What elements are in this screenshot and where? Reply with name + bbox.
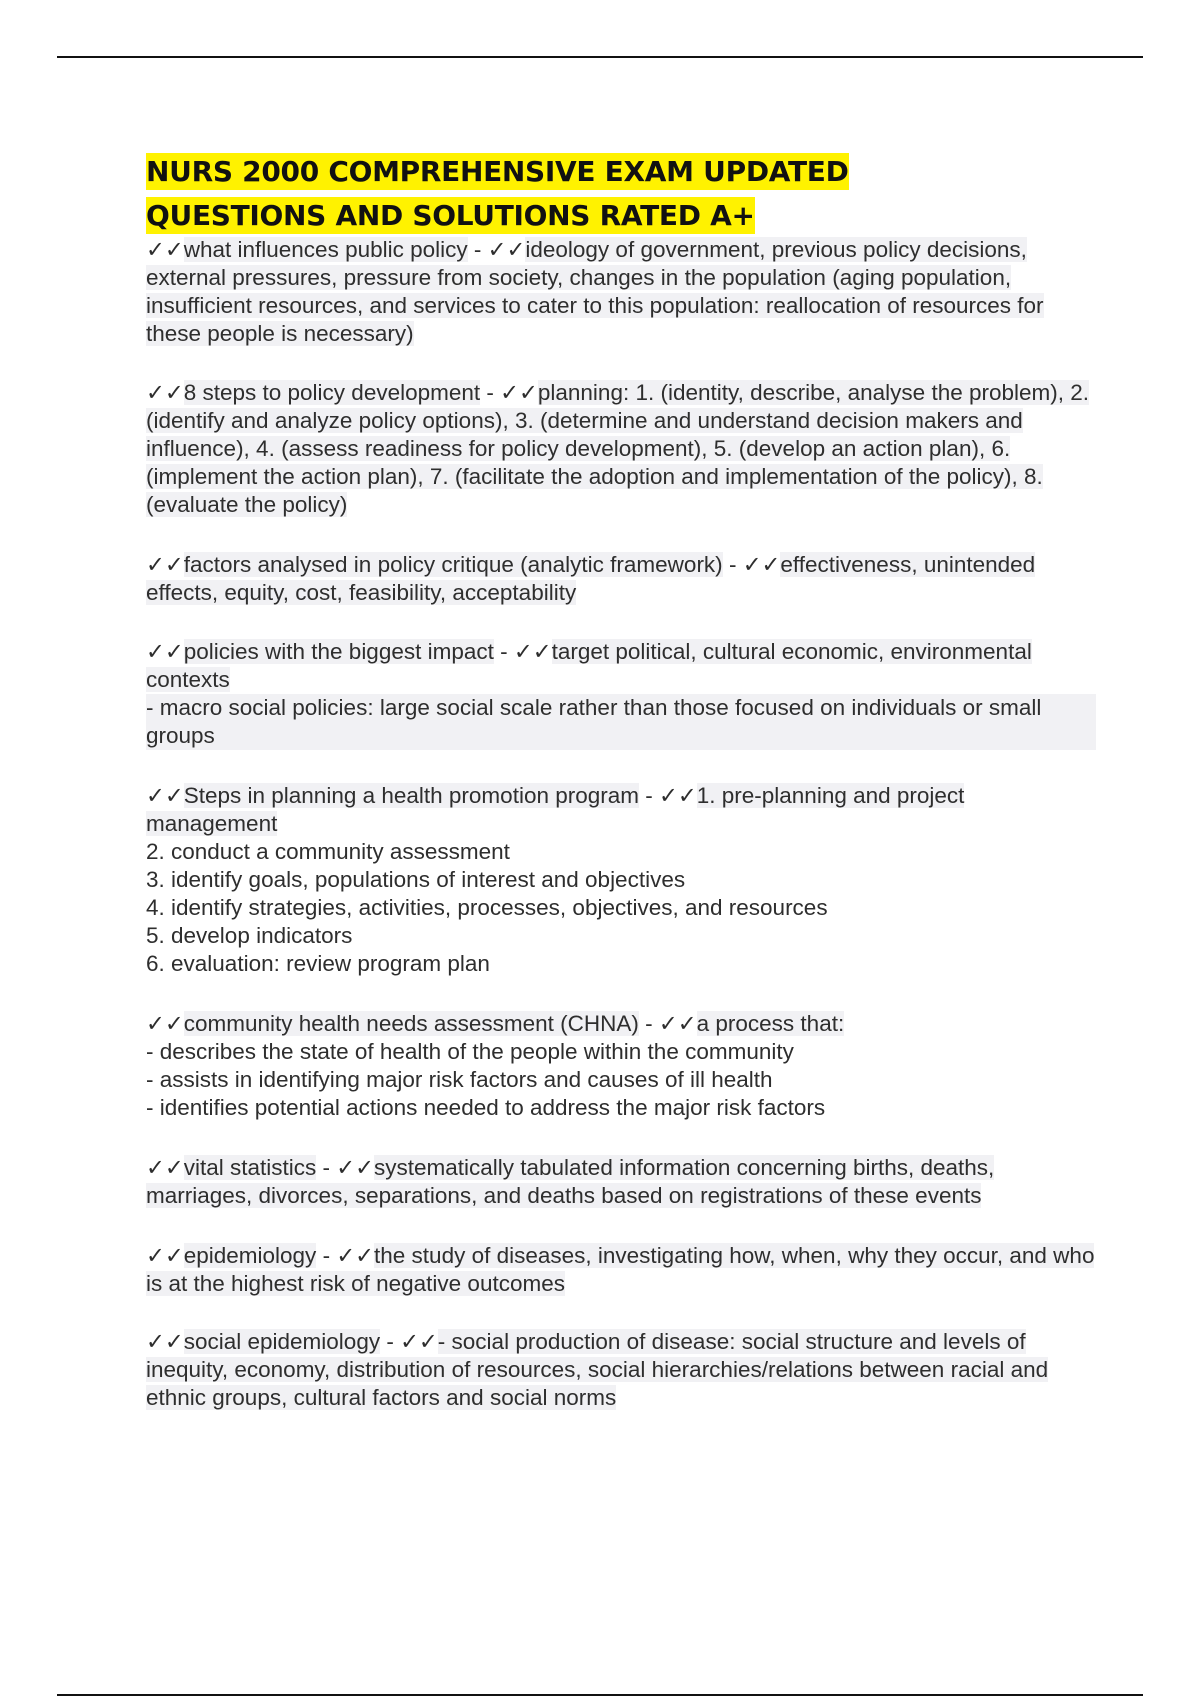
answer-line: - identifies potential actions needed to address the major risk factors: [146, 1095, 826, 1120]
check-marks: ✓✓: [146, 237, 184, 262]
check-marks: ✓✓: [146, 639, 184, 664]
question-text: epidemiology: [183, 1243, 317, 1268]
answer-text: ideology of government, previous policy decisions, external pressures, pressure from society, changes in the population (aging population, insufficient resources, and services to cater to this population: reallocation of resources for these people is necessary): [146, 237, 1044, 346]
question-text: community health needs assessment (CHNA): [183, 1011, 639, 1036]
check-marks: ✓✓: [336, 1155, 374, 1180]
check-marks: ✓✓: [146, 380, 184, 405]
question-text: vital statistics: [183, 1155, 317, 1180]
answer-line: 6. evaluation: review program plan: [146, 951, 490, 976]
answer-text: a process that:: [696, 1011, 845, 1036]
title-line-2: QUESTIONS AND SOLUTIONS RATED A+: [146, 199, 755, 232]
check-marks: ✓✓: [400, 1329, 438, 1354]
answer-line: - macro social policies: large social scale rather than those focused on individuals or small groups: [146, 694, 1096, 750]
bottom-rule: [57, 1694, 1143, 1696]
qa-item: ✓✓Steps in planning a health promotion program - ✓✓1. pre-planning and project management 2. conduct a community assessment 3. identify goals, populations of interest and objectives 4. identify strategies, activities, processes, objectives, and resources 5. develop indicators 6. evaluation: review program plan: [146, 782, 1096, 978]
answer-line: - describes the state of health of the people within the community: [146, 1039, 794, 1064]
check-marks: ✓✓: [146, 1011, 184, 1036]
answer-text: target political, cultural economic, environmental contexts: [146, 639, 1032, 692]
question-text: Steps in planning a health promotion program: [183, 783, 640, 808]
question-text: factors analysed in policy critique (analytic framework): [183, 552, 723, 577]
answer-text: 1. pre-planning and project management: [146, 783, 965, 836]
answer-text: planning: 1. (identity, describe, analyse the problem), 2. (identify and analyze policy options), 3. (determine and understand decision makers and influence), 4. (assess readiness for policy development), 5. (develop an action plan), 6. (implement the action plan), 7. (facilitate the adoption and implementation of the policy), 8. (evaluate the policy): [146, 380, 1090, 517]
qa-item: ✓✓epidemiology - ✓✓the study of diseases, investigating how, when, why they occur, and who is at the highest risk of negative outcomes: [146, 1243, 1095, 1296]
answer-line: 3. identify goals, populations of interest and objectives: [146, 867, 686, 892]
qa-item: ✓✓8 steps to policy development - ✓✓planning: 1. (identity, describe, analyse the problem), 2. (identify and analyze policy options), 3. (determine and understand decision makers and influence), 4. (assess readiness for policy development), 5. (develop an action plan), 6. (implement the action plan), 7. (facilitate the adoption and implementation of the policy), 8. (evaluate the policy): [146, 380, 1090, 517]
qa-item: ✓✓vital statistics - ✓✓systematically tabulated information concerning births, deaths, marriages, divorces, separations, and deaths based on registrations of these events: [146, 1155, 995, 1208]
answer-text: systematically tabulated information concerning births, deaths, marriages, divorces, separations, and deaths based on registrations of these events: [146, 1155, 995, 1208]
answer-text: the study of diseases, investigating how, when, why they occur, and who is at the highest risk of negative outcomes: [146, 1243, 1095, 1296]
question-text: social epidemiology: [183, 1329, 381, 1354]
question-text: 8 steps to policy development: [183, 380, 481, 405]
check-marks: ✓✓: [146, 1329, 184, 1354]
check-marks: ✓✓: [146, 1155, 184, 1180]
document-title: [146, 150, 849, 238]
qa-item: ✓✓social epidemiology - ✓✓- social production of disease: social structure and levels of inequity, economy, distribution of resources, social hierarchies/relations between racial and ethnic groups, cultural factors and social norms: [146, 1329, 1049, 1410]
check-marks: ✓✓: [513, 639, 552, 664]
answer-line: 2. conduct a community assessment: [146, 839, 510, 864]
check-marks: ✓✓: [146, 1243, 184, 1268]
qa-item: ✓✓policies with the biggest impact - ✓✓target political, cultural economic, environmental contexts - macro social policies: large social scale rather than those focused on individuals or small groups: [146, 638, 1096, 750]
answer-line: 5. develop indicators: [146, 923, 353, 948]
question-text: what influences public policy: [183, 237, 468, 262]
check-marks: ✓✓: [336, 1243, 375, 1268]
check-marks: ✓✓: [500, 380, 538, 405]
check-marks: ✓✓: [742, 552, 781, 577]
answer-line: - assists in identifying major risk factors and causes of ill health: [146, 1067, 773, 1092]
question-text: policies with the biggest impact: [183, 639, 494, 664]
answer-text: effectiveness, unintended effects, equity, cost, feasibility, acceptability: [146, 552, 1036, 605]
qa-item: ✓✓community health needs assessment (CHNA) - ✓✓a process that: - describes the state of health of the people within the community - assists in identifying major risk factors and causes of ill health - identifies potential actions needed to address the major risk factors: [146, 1010, 1096, 1122]
answer-text: - social production of disease: social structure and levels of inequity, economy, distribution of resources, social hierarchies/relations between racial and ethnic groups, cultural factors and social norms: [146, 1329, 1049, 1410]
title-line-1: NURS 2000 COMPREHENSIVE EXAM UPDATED: [146, 155, 849, 188]
answer-line: 4. identify strategies, activities, processes, objectives, and resources: [146, 895, 828, 920]
qa-item: ✓✓factors analysed in policy critique (analytic framework) - ✓✓effectiveness, unintended effects, equity, cost, feasibility, acceptability: [146, 552, 1036, 605]
check-marks: ✓✓: [658, 1011, 697, 1036]
check-marks: ✓✓: [146, 783, 184, 808]
check-marks: ✓✓: [146, 552, 184, 577]
check-marks: ✓✓: [487, 237, 526, 262]
qa-item: ✓✓what influences public policy - ✓✓ideology of government, previous policy decisions, external pressures, pressure from society, changes in the population (aging population, insufficient resources, and services to cater to this population: reallocation of resources for these people is necessary): [146, 237, 1044, 346]
check-marks: ✓✓: [659, 783, 697, 808]
top-rule: [57, 56, 1143, 58]
